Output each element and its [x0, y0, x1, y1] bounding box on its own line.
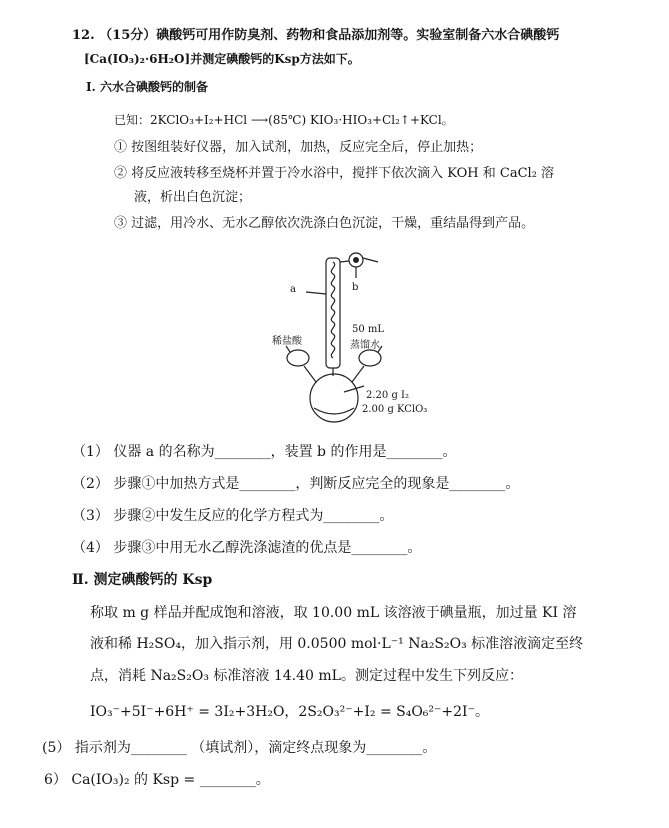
part2-line-3: 点，消耗 Na₂S₂O₃ 标准溶液 14.40 mL。测定过程中发生下列反应：	[90, 668, 523, 684]
outlet-tube	[363, 258, 378, 262]
question-header-cont: [Ca(IO₃)₂·6H₂O]并测定碘酸钙的Ksp方法如下。	[84, 52, 360, 66]
step-2a: ② 将反应液转移至烧杯并置于冷水浴中，搅拌下依次滴入 KOH 和 CaCl₂ 溶	[114, 166, 555, 181]
part1-title: Ⅰ. 六水合碘酸钙的制备	[86, 80, 208, 94]
flask-content-2: 2.00 g KClO₃	[362, 404, 428, 415]
connector-tube	[340, 261, 349, 262]
part2-title: Ⅱ. 测定碘酸钙的 Ksp	[72, 572, 213, 588]
question-6: 6） Ca(IO₃)₂ 的 Ksp = ________。	[44, 772, 270, 788]
bulb-center-dot	[353, 257, 359, 263]
question-4: （4） 步骤③中用无水乙醇洗涤滤渣的优点是________。	[72, 540, 422, 556]
left-funnel	[287, 350, 309, 366]
label-a-pointer	[306, 292, 326, 294]
flask-content-1: 2.20 g I₂	[366, 390, 409, 401]
step-3: ③ 过滤，用冷水、无水乙醇依次洗涤白色沉淀，干燥，重结晶得到产品。	[114, 216, 535, 231]
part2-line-1: 称取 m g 样品并配成饱和溶液，取 10.00 mL 该溶液于碘量瓶，加过量 KI 溶	[90, 605, 577, 621]
question-2: （2） 步骤①中加热方式是________，判断反应完全的现象是________。	[72, 476, 520, 492]
step-2b: 液，析出白色沉淀；	[134, 190, 252, 205]
flask-liquid	[314, 408, 354, 414]
label-a: a	[290, 284, 296, 295]
reagent-left: 稀盐酸	[272, 336, 302, 347]
condenser-spiral	[331, 262, 334, 358]
right-funnel	[359, 350, 381, 366]
contents-pointer	[344, 386, 364, 392]
reagent-right-2: 蒸馏水	[350, 340, 380, 351]
left-neck	[304, 366, 316, 382]
right-neck	[352, 366, 364, 382]
part2-line-2: 液和稀 H₂SO₄，加入指示剂，用 0.0500 mol·L⁻¹ Na₂S₂O₃ 标准溶液滴定至终	[90, 636, 584, 652]
known-reaction: 已知：2KClO₃+I₂+HCl ⟶(85℃) KIO₃·HIO₃+Cl₂↑+KCl。	[114, 113, 454, 127]
label-b: b	[352, 282, 359, 293]
step-1: ① 按图组装好仪器，加入试剂，加热，反应完全后，停止加热；	[114, 140, 483, 155]
three-neck-flask	[310, 374, 358, 422]
reaction-equations: IO₃⁻+5I⁻+6H⁺ = 3I₂+3H₂O，2S₂O₃²⁻+I₂ = S₄O₆²⁻+2I⁻。	[90, 704, 489, 720]
question-3: （3） 步骤②中发生反应的化学方程式为________。	[72, 508, 394, 524]
question-1: （1） 仪器 a 的名称为________，装置 b 的作用是________。	[72, 444, 457, 460]
question-header: 12. （15分）碘酸钙可用作防臭剂、药物和食品添加剂等。实验室制备六水合碘酸钙	[72, 28, 560, 43]
reagent-right-1: 50 mL	[352, 324, 385, 335]
question-5: (5） 指示剂为________ （填试剂），滴定终点现象为________。	[42, 740, 437, 756]
apparatus-figure	[260, 248, 440, 433]
